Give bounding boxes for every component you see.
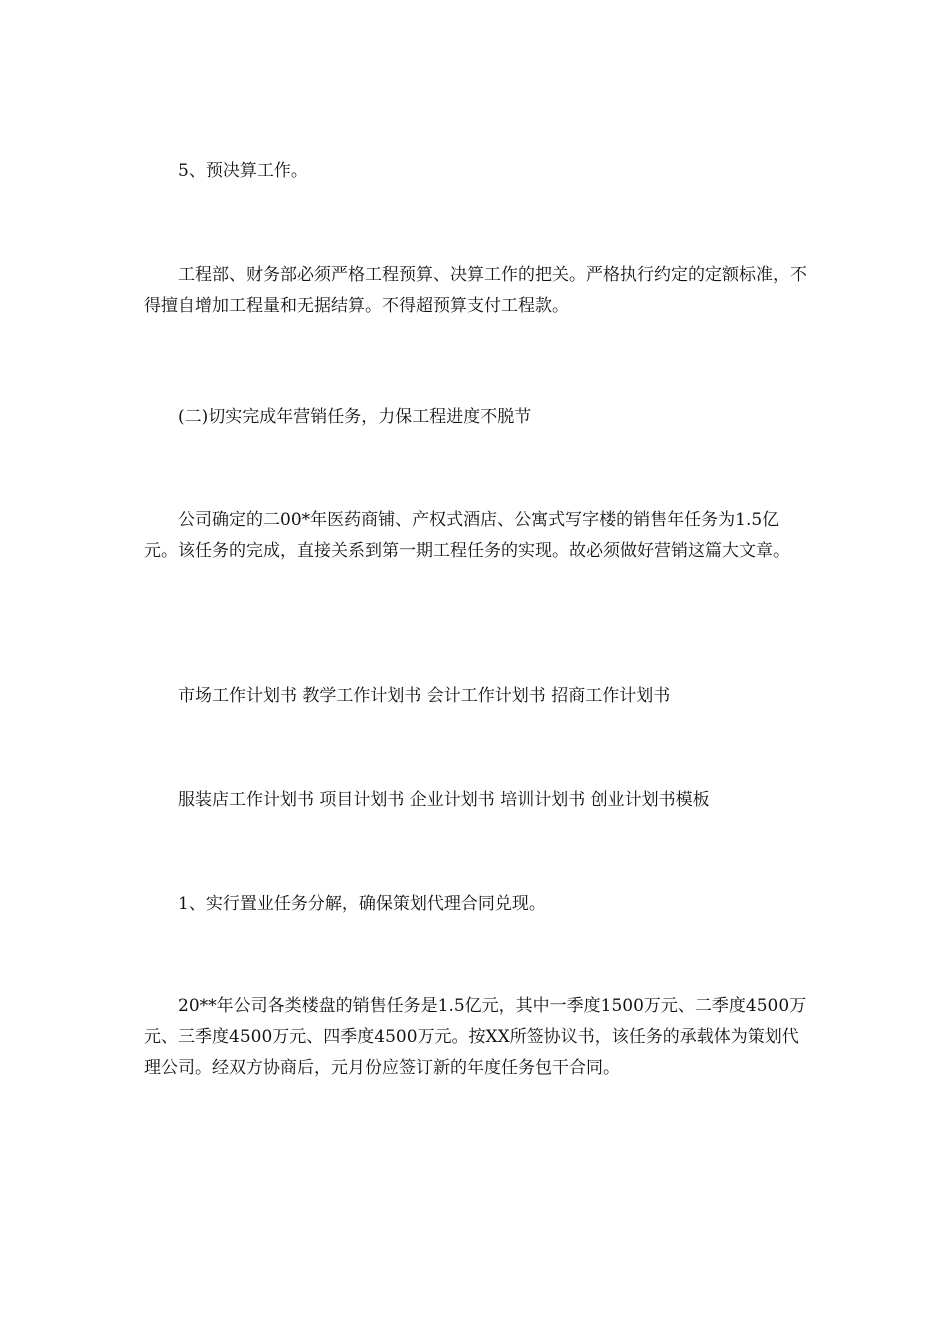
paragraph-budget-body: 工程部、财务部必须严格工程预算、决算工作的把关。严格执行约定的定额标准，不得擅自增加工程量和无据结算。不得超预算支付工程款。 [144,265,807,316]
paragraph-section-heading: (二)切实完成年营销任务，力保工程进度不脱节 [178,407,532,427]
paragraph-related-links-1: 市场工作计划书 教学工作计划书 会计工作计划书 招商工作计划书 [178,686,671,706]
paragraph-related-links-2: 服装店工作计划书 项目计划书 企业计划书 培训计划书 创业计划书模板 [178,790,710,810]
paragraph-budget-heading: 5、预决算工作。 [178,161,308,181]
paragraph-sales-target: 公司确定的二00*年医药商铺、产权式酒店、公寓式写字楼的销售年任务为1.5亿元。该任务的完成，直接关系到第一期工程任务的实现。故必须做好营销这篇大文章。 [144,510,790,561]
paragraph-task-heading: 1、实行置业任务分解，确保策划代理合同兑现。 [178,894,546,914]
paragraph-quarterly-targets: 20**年公司各类楼盘的销售任务是1.5亿元，其中一季度1500万元、二季度4500万元、三季度4500万元、四季度4500万元。按XX所签协议书，该任务的承载体为策划代理公司。经双方协商后，元月份应签订新的年度任务包干合同。 [144,996,807,1078]
